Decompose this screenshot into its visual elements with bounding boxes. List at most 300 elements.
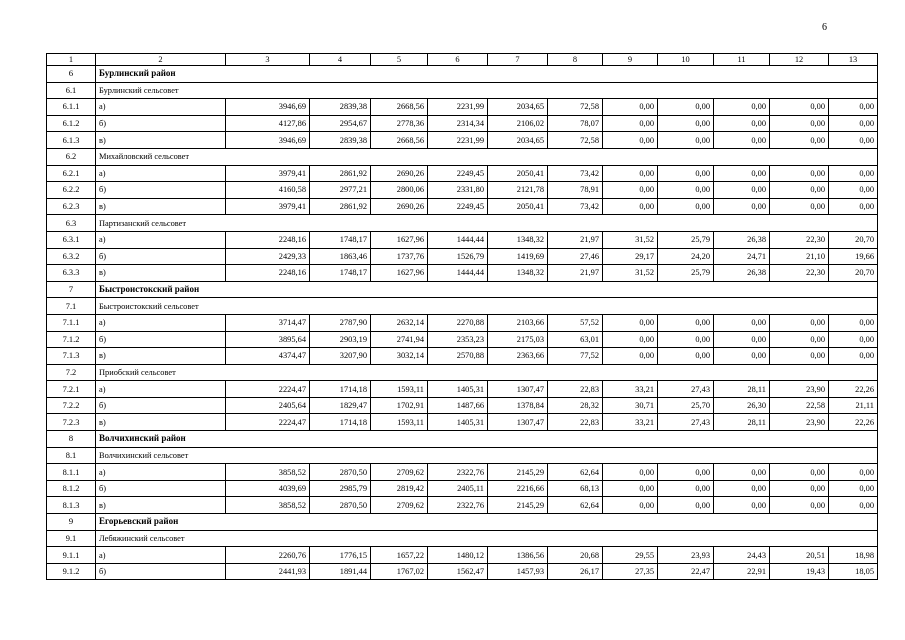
row-code-cell: 6.2.2	[47, 182, 96, 199]
row-variant-cell: б)	[96, 182, 226, 199]
value-cell: 20,70	[829, 265, 878, 282]
value-cell: 2034,65	[488, 132, 548, 149]
value-cell: 0,00	[603, 348, 658, 365]
value-cell: 0,00	[714, 132, 770, 149]
value-cell: 0,00	[603, 99, 658, 116]
value-cell: 73,42	[548, 165, 603, 182]
value-cell: 1457,93	[488, 563, 548, 580]
value-cell: 1829,47	[310, 397, 371, 414]
value-cell: 1487,66	[428, 397, 488, 414]
value-cell: 28,11	[714, 381, 770, 398]
value-cell: 0,00	[770, 132, 829, 149]
row-code-cell: 8.1.2	[47, 480, 96, 497]
value-cell: 33,21	[603, 381, 658, 398]
value-cell: 2668,56	[371, 99, 428, 116]
row-code-cell: 6	[47, 66, 96, 83]
table-row	[47, 497, 878, 514]
row-code-cell: 6.3	[47, 215, 96, 232]
row-code-cell: 6.2.3	[47, 198, 96, 215]
value-cell: 0,00	[658, 182, 714, 199]
row-code-cell: 9.1.2	[47, 563, 96, 580]
value-cell: 2145,29	[488, 497, 548, 514]
value-cell: 0,00	[714, 464, 770, 481]
value-cell: 0,00	[603, 314, 658, 331]
value-cell: 2175,03	[488, 331, 548, 348]
value-cell: 57,52	[548, 314, 603, 331]
value-cell: 0,00	[770, 480, 829, 497]
district-heading-row	[47, 514, 878, 531]
value-cell: 0,00	[770, 331, 829, 348]
table-row	[47, 381, 878, 398]
value-cell: 0,00	[603, 115, 658, 132]
row-code-cell: 7.1.2	[47, 331, 96, 348]
district-title: Бурлинский район	[96, 66, 878, 83]
value-cell: 0,00	[829, 132, 878, 149]
value-cell: 2050,41	[488, 198, 548, 215]
value-cell: 3207,90	[310, 348, 371, 365]
value-cell: 0,00	[714, 331, 770, 348]
value-cell: 2839,38	[310, 99, 371, 116]
tariff-table	[46, 53, 878, 580]
table-row	[47, 464, 878, 481]
value-cell: 2800,06	[371, 182, 428, 199]
value-cell: 2787,90	[310, 314, 371, 331]
column-number-cell: 1	[47, 54, 96, 66]
value-cell: 0,00	[770, 115, 829, 132]
table-row	[47, 165, 878, 182]
value-cell: 2903,19	[310, 331, 371, 348]
value-cell: 2249,45	[428, 198, 488, 215]
value-cell: 0,00	[658, 314, 714, 331]
value-cell: 62,64	[548, 497, 603, 514]
value-cell: 1767,02	[371, 563, 428, 580]
value-cell: 2248,16	[226, 265, 310, 282]
value-cell: 23,90	[770, 414, 829, 431]
table-row	[47, 115, 878, 132]
value-cell: 0,00	[829, 348, 878, 365]
row-code-cell: 6.2	[47, 148, 96, 165]
value-cell: 0,00	[829, 497, 878, 514]
value-cell: 3895,64	[226, 331, 310, 348]
value-cell: 1307,47	[488, 414, 548, 431]
value-cell: 22,26	[829, 414, 878, 431]
council-title: Партизанский сельсовет	[96, 215, 878, 232]
value-cell: 0,00	[829, 480, 878, 497]
value-cell: 0,00	[714, 198, 770, 215]
value-cell: 2954,67	[310, 115, 371, 132]
value-cell: 25,70	[658, 397, 714, 414]
council-title: Михайловский сельсовет	[96, 148, 878, 165]
value-cell: 3979,41	[226, 165, 310, 182]
row-code-cell: 7.2.1	[47, 381, 96, 398]
value-cell: 3858,52	[226, 464, 310, 481]
value-cell: 2249,45	[428, 165, 488, 182]
row-code-cell: 9	[47, 514, 96, 531]
row-code-cell: 7.2.3	[47, 414, 96, 431]
value-cell: 2709,62	[371, 464, 428, 481]
value-cell: 29,17	[603, 248, 658, 265]
value-cell: 2145,29	[488, 464, 548, 481]
value-cell: 4374,47	[226, 348, 310, 365]
value-cell: 4127,86	[226, 115, 310, 132]
value-cell: 2839,38	[310, 132, 371, 149]
council-heading-row	[47, 447, 878, 464]
value-cell: 78,07	[548, 115, 603, 132]
value-cell: 2861,92	[310, 198, 371, 215]
value-cell: 0,00	[829, 464, 878, 481]
value-cell: 27,43	[658, 381, 714, 398]
table-row	[47, 265, 878, 282]
value-cell: 2405,64	[226, 397, 310, 414]
value-cell: 0,00	[603, 182, 658, 199]
value-cell: 1748,17	[310, 231, 371, 248]
value-cell: 25,79	[658, 265, 714, 282]
row-code-cell: 8.1.1	[47, 464, 96, 481]
value-cell: 2709,62	[371, 497, 428, 514]
row-variant-cell: б)	[96, 480, 226, 497]
value-cell: 63,01	[548, 331, 603, 348]
district-heading-row	[47, 431, 878, 448]
value-cell: 0,00	[658, 331, 714, 348]
value-cell: 0,00	[658, 99, 714, 116]
table-row	[47, 414, 878, 431]
value-cell: 0,00	[829, 182, 878, 199]
column-number-cell: 11	[714, 54, 770, 66]
row-code-cell: 7.1.1	[47, 314, 96, 331]
value-cell: 31,52	[603, 231, 658, 248]
value-cell: 2861,92	[310, 165, 371, 182]
value-cell: 1378,84	[488, 397, 548, 414]
column-number-cell: 2	[96, 54, 226, 66]
value-cell: 2405,11	[428, 480, 488, 497]
value-cell: 0,00	[829, 331, 878, 348]
value-cell: 0,00	[658, 464, 714, 481]
value-cell: 1405,31	[428, 414, 488, 431]
value-cell: 1348,32	[488, 231, 548, 248]
row-variant-cell: б)	[96, 563, 226, 580]
column-number-row	[47, 54, 878, 66]
value-cell: 0,00	[714, 497, 770, 514]
row-variant-cell: а)	[96, 547, 226, 564]
value-cell: 0,00	[714, 99, 770, 116]
value-cell: 23,93	[658, 547, 714, 564]
row-code-cell: 6.3.1	[47, 231, 96, 248]
value-cell: 2363,66	[488, 348, 548, 365]
value-cell: 0,00	[770, 464, 829, 481]
value-cell: 77,52	[548, 348, 603, 365]
row-variant-cell: в)	[96, 265, 226, 282]
value-cell: 22,91	[714, 563, 770, 580]
value-cell: 73,42	[548, 198, 603, 215]
value-cell: 0,00	[770, 348, 829, 365]
value-cell: 2231,99	[428, 99, 488, 116]
value-cell: 0,00	[603, 198, 658, 215]
value-cell: 2353,23	[428, 331, 488, 348]
row-code-cell: 7.1.3	[47, 348, 96, 365]
value-cell: 33,21	[603, 414, 658, 431]
value-cell: 2819,42	[371, 480, 428, 497]
value-cell: 2741,94	[371, 331, 428, 348]
row-variant-cell: в)	[96, 497, 226, 514]
row-code-cell: 7.2	[47, 364, 96, 381]
value-cell: 0,00	[714, 314, 770, 331]
table-row	[47, 182, 878, 199]
value-cell: 1657,22	[371, 547, 428, 564]
value-cell: 2034,65	[488, 99, 548, 116]
table-row	[47, 547, 878, 564]
row-code-cell: 6.3.3	[47, 265, 96, 282]
value-cell: 1386,56	[488, 547, 548, 564]
council-heading-row	[47, 82, 878, 99]
value-cell: 1480,12	[428, 547, 488, 564]
value-cell: 26,17	[548, 563, 603, 580]
value-cell: 2260,76	[226, 547, 310, 564]
row-variant-cell: а)	[96, 381, 226, 398]
value-cell: 1593,11	[371, 381, 428, 398]
value-cell: 18,98	[829, 547, 878, 564]
value-cell: 1419,69	[488, 248, 548, 265]
value-cell: 2441,93	[226, 563, 310, 580]
value-cell: 2224,47	[226, 414, 310, 431]
value-cell: 1562,47	[428, 563, 488, 580]
row-code-cell: 6.1.2	[47, 115, 96, 132]
value-cell: 27,43	[658, 414, 714, 431]
value-cell: 2050,41	[488, 165, 548, 182]
value-cell: 0,00	[714, 115, 770, 132]
value-cell: 21,97	[548, 265, 603, 282]
row-variant-cell: а)	[96, 464, 226, 481]
value-cell: 3858,52	[226, 497, 310, 514]
row-variant-cell: в)	[96, 348, 226, 365]
value-cell: 2216,66	[488, 480, 548, 497]
table-row	[47, 331, 878, 348]
row-variant-cell: б)	[96, 115, 226, 132]
value-cell: 1444,44	[428, 265, 488, 282]
value-cell: 1702,91	[371, 397, 428, 414]
value-cell: 26,38	[714, 231, 770, 248]
column-number-cell: 6	[428, 54, 488, 66]
value-cell: 0,00	[714, 165, 770, 182]
value-cell: 0,00	[829, 99, 878, 116]
value-cell: 26,30	[714, 397, 770, 414]
row-code-cell: 9.1	[47, 530, 96, 547]
value-cell: 19,43	[770, 563, 829, 580]
value-cell: 2690,26	[371, 165, 428, 182]
row-variant-cell: б)	[96, 397, 226, 414]
row-code-cell: 9.1.1	[47, 547, 96, 564]
column-number-cell: 12	[770, 54, 829, 66]
value-cell: 0,00	[658, 497, 714, 514]
row-variant-cell: а)	[96, 99, 226, 116]
value-cell: 22,47	[658, 563, 714, 580]
value-cell: 2248,16	[226, 231, 310, 248]
value-cell: 27,46	[548, 248, 603, 265]
value-cell: 1714,18	[310, 381, 371, 398]
value-cell: 2870,50	[310, 464, 371, 481]
value-cell: 0,00	[770, 497, 829, 514]
value-cell: 19,66	[829, 248, 878, 265]
value-cell: 22,26	[829, 381, 878, 398]
value-cell: 2322,76	[428, 464, 488, 481]
value-cell: 3032,14	[371, 348, 428, 365]
value-cell: 0,00	[658, 132, 714, 149]
value-cell: 2322,76	[428, 497, 488, 514]
table-row	[47, 314, 878, 331]
council-title: Быстроистокский сельсовет	[96, 298, 878, 315]
council-title: Бурлинский сельсовет	[96, 82, 878, 99]
value-cell: 24,71	[714, 248, 770, 265]
value-cell: 2870,50	[310, 497, 371, 514]
value-cell: 2231,99	[428, 132, 488, 149]
value-cell: 28,11	[714, 414, 770, 431]
value-cell: 0,00	[603, 497, 658, 514]
table-row	[47, 348, 878, 365]
value-cell: 3714,47	[226, 314, 310, 331]
value-cell: 0,00	[770, 198, 829, 215]
value-cell: 26,38	[714, 265, 770, 282]
value-cell: 25,79	[658, 231, 714, 248]
value-cell: 1526,79	[428, 248, 488, 265]
council-title: Волчихинский сельсовет	[96, 447, 878, 464]
column-number-cell: 4	[310, 54, 371, 66]
row-code-cell: 7.2.2	[47, 397, 96, 414]
column-number-cell: 5	[371, 54, 428, 66]
value-cell: 2977,21	[310, 182, 371, 199]
value-cell: 0,00	[658, 348, 714, 365]
table-row	[47, 397, 878, 414]
value-cell: 23,90	[770, 381, 829, 398]
row-variant-cell: а)	[96, 314, 226, 331]
council-heading-row	[47, 364, 878, 381]
row-code-cell: 8.1.3	[47, 497, 96, 514]
district-title: Егорьевский район	[96, 514, 878, 531]
table-row	[47, 231, 878, 248]
table-row	[47, 198, 878, 215]
value-cell: 0,00	[714, 480, 770, 497]
row-variant-cell: а)	[96, 231, 226, 248]
value-cell: 0,00	[658, 480, 714, 497]
value-cell: 0,00	[829, 165, 878, 182]
value-cell: 72,58	[548, 132, 603, 149]
column-number-cell: 10	[658, 54, 714, 66]
value-cell: 22,83	[548, 414, 603, 431]
value-cell: 0,00	[603, 464, 658, 481]
column-number-cell: 8	[548, 54, 603, 66]
row-variant-cell: б)	[96, 331, 226, 348]
value-cell: 1714,18	[310, 414, 371, 431]
value-cell: 2985,79	[310, 480, 371, 497]
column-number-cell: 3	[226, 54, 310, 66]
page-number: 6	[822, 22, 827, 33]
value-cell: 2331,80	[428, 182, 488, 199]
value-cell: 30,71	[603, 397, 658, 414]
value-cell: 1627,96	[371, 231, 428, 248]
value-cell: 0,00	[770, 99, 829, 116]
council-title: Лебяжинский сельсовет	[96, 530, 878, 547]
value-cell: 0,00	[829, 115, 878, 132]
value-cell: 0,00	[603, 132, 658, 149]
row-variant-cell: б)	[96, 248, 226, 265]
table-body	[47, 54, 878, 580]
value-cell: 2429,33	[226, 248, 310, 265]
value-cell: 2106,02	[488, 115, 548, 132]
value-cell: 28,32	[548, 397, 603, 414]
row-variant-cell: в)	[96, 132, 226, 149]
council-heading-row	[47, 215, 878, 232]
row-code-cell: 6.3.2	[47, 248, 96, 265]
table-row	[47, 563, 878, 580]
row-code-cell: 6.1.3	[47, 132, 96, 149]
value-cell: 0,00	[603, 165, 658, 182]
value-cell: 72,58	[548, 99, 603, 116]
value-cell: 0,00	[603, 480, 658, 497]
value-cell: 62,64	[548, 464, 603, 481]
district-heading-row	[47, 281, 878, 298]
value-cell: 1748,17	[310, 265, 371, 282]
value-cell: 24,43	[714, 547, 770, 564]
value-cell: 1405,31	[428, 381, 488, 398]
value-cell: 22,30	[770, 231, 829, 248]
value-cell: 2632,14	[371, 314, 428, 331]
value-cell: 0,00	[714, 182, 770, 199]
value-cell: 21,11	[829, 397, 878, 414]
value-cell: 0,00	[658, 198, 714, 215]
value-cell: 0,00	[603, 331, 658, 348]
value-cell: 21,10	[770, 248, 829, 265]
value-cell: 4039,69	[226, 480, 310, 497]
council-heading-row	[47, 148, 878, 165]
value-cell: 31,52	[603, 265, 658, 282]
value-cell: 3979,41	[226, 198, 310, 215]
table-row	[47, 248, 878, 265]
row-variant-cell: в)	[96, 414, 226, 431]
row-code-cell: 8	[47, 431, 96, 448]
council-heading-row	[47, 298, 878, 315]
column-number-cell: 13	[829, 54, 878, 66]
value-cell: 20,51	[770, 547, 829, 564]
value-cell: 2668,56	[371, 132, 428, 149]
value-cell: 20,68	[548, 547, 603, 564]
district-title: Волчихинский район	[96, 431, 878, 448]
district-heading-row	[47, 66, 878, 83]
value-cell: 1891,44	[310, 563, 371, 580]
table-row	[47, 99, 878, 116]
value-cell: 18,05	[829, 563, 878, 580]
value-cell: 1863,46	[310, 248, 371, 265]
value-cell: 0,00	[770, 165, 829, 182]
row-code-cell: 6.1.1	[47, 99, 96, 116]
value-cell: 24,20	[658, 248, 714, 265]
row-code-cell: 8.1	[47, 447, 96, 464]
value-cell: 78,91	[548, 182, 603, 199]
value-cell: 1593,11	[371, 414, 428, 431]
value-cell: 29,55	[603, 547, 658, 564]
value-cell: 2224,47	[226, 381, 310, 398]
value-cell: 20,70	[829, 231, 878, 248]
value-cell: 68,13	[548, 480, 603, 497]
value-cell: 1776,15	[310, 547, 371, 564]
row-code-cell: 7.1	[47, 298, 96, 315]
value-cell: 0,00	[829, 198, 878, 215]
column-number-cell: 7	[488, 54, 548, 66]
column-number-cell: 9	[603, 54, 658, 66]
row-variant-cell: в)	[96, 198, 226, 215]
value-cell: 1444,44	[428, 231, 488, 248]
row-code-cell: 6.2.1	[47, 165, 96, 182]
value-cell: 22,83	[548, 381, 603, 398]
value-cell: 4160,58	[226, 182, 310, 199]
row-code-cell: 7	[47, 281, 96, 298]
